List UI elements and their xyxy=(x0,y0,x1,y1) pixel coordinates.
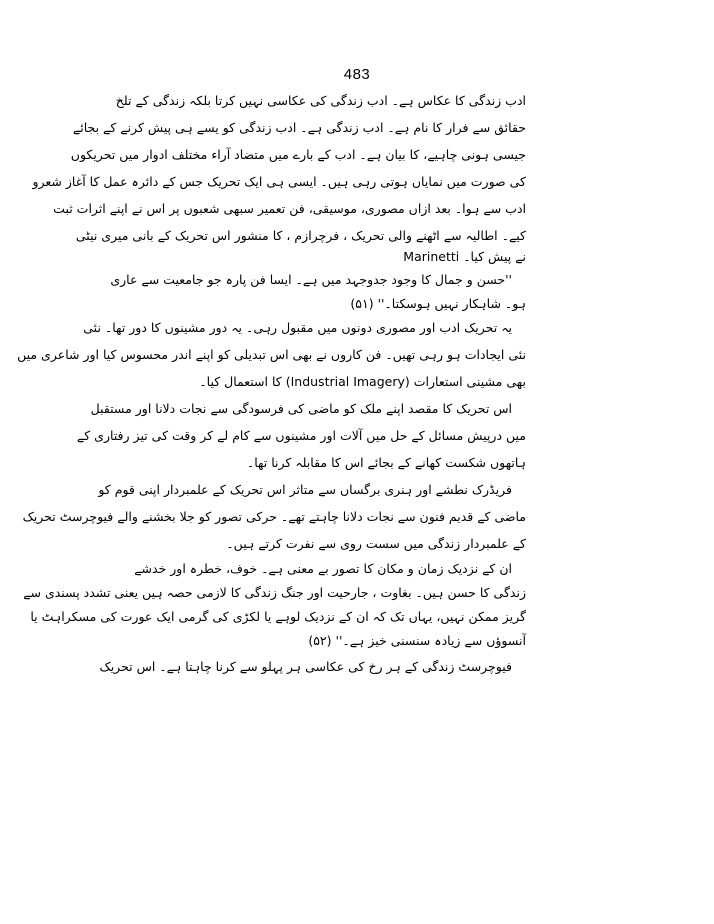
quote-line: ہو۔ شاہکار نہیں ہوسکتا۔'' (۵۱) xyxy=(350,296,526,311)
text-line: ماضی کے قدیم فنون سے نجات دلانا چاہتے تھے۔ حرکی تصور کو جلا بخشنے والے فیوچرسٹ تحریک xyxy=(22,509,526,524)
quote-line: زندگی کا حسن ہیں۔ بغاوت ، جارحیت اور جنگ زندگی کا لازمی حصہ ہیں یعنی تشدد پسندی سے xyxy=(23,585,526,600)
text-line: کیے۔ اطالیہ سے اٹھنے والی تحریک ، فرچرازم ، کا منشور اس تحریک کے بانی میری نیٹی xyxy=(75,228,526,243)
page-number: 483 xyxy=(343,66,371,83)
text-line: حقائق سے فرار کا نام ہے۔ ادب زندگی ہے۔ ادب زندگی کو یسے ہی پیش کرنے کے بجائے xyxy=(72,120,526,135)
text-line: نئی ایجادات ہو رہی تھیں۔ فن کاروں نے بھی اس تبدیلی کو اپنے اندر محسوس کیا اور شاعری میں xyxy=(17,347,526,362)
text-line: میں درپیش مسائل کے حل میں آلات اور مشینوں سے کام لے کر وقت کی تیز رفتاری کے xyxy=(76,428,526,443)
text-line: جیسی ہونی چاہیے، کا بیان ہے۔ ادب کے بارے میں متضاد آراء مختلف ادوار میں تحریکوں xyxy=(70,147,526,162)
text-line: فیوچرسٹ زندگی کے ہر رخ کی عکاسی ہر پہلو سے کرنا چاہتا ہے۔ اس تحریک xyxy=(99,659,512,674)
text-line: ہاتھوں شکست کھانے کے بجائے اس کا مقابلہ کرنا تھا۔ xyxy=(246,455,526,470)
text-line: بھی مشینی استعارات (Industrial Imagery) کا استعمال کیا۔ xyxy=(199,374,526,389)
text-line: کے علمبردار زندگی میں سست روی سے نفرت کرتے ہیں۔ xyxy=(226,536,526,551)
text-line: Marinetti نے پیش کیا۔ xyxy=(403,249,526,264)
quote-line: ان کے نزدیک زمان و مکان کا تصور بے معنی ہے۔ خوف، خطرہ اور خدشے xyxy=(134,561,512,576)
text-line: ادب سے ہوا۔ بعد ازاں مصوری، موسیقی، فن تعمیر سبھی شعبوں پر اس نے اپنے اثرات ثبت xyxy=(53,201,526,216)
text-line: ادب زندگی کا عکاس ہے۔ ادب زندگی کی عکاسی نہیں کرتا بلکہ زندگی کے تلخ xyxy=(115,93,526,108)
text-line: اس تحریک کا مقصد اپنے ملک کو ماضی کی فرسودگی سے نجات دلانا اور مستقبل xyxy=(90,401,512,416)
quote-line: ''حسن و جمال کا وجود جدوجہد میں ہے۔ ایسا فن پارہ جو جامعیت سے عاری xyxy=(110,272,512,287)
quote-line: آنسوؤں سے زیادہ سنسنی خیز ہے۔'' (۵۲) xyxy=(308,633,526,648)
quote-line: گریز ممکن نہیں، یہاں تک کہ ان کے نزدیک لوہے یا لکڑی کی گرمی ایک عورت کی مسکراہٹ یا xyxy=(30,609,526,624)
text-line: فریڈرک نطشے اور ہنری برگساں سے متاثر اس تحریک کے علمبردار اپنی قوم کو xyxy=(98,482,512,497)
text-line: یہ تحریک ادب اور مصوری دونوں میں مقبول رہی۔ یہ دور مشینوں کا دور تھا۔ نئی xyxy=(83,320,512,335)
text-line: کی صورت میں نمایاں ہوتی رہی ہیں۔ ایسی ہی ایک تحریک جس کے دائرہ عمل کا آغاز شعرو xyxy=(32,174,526,189)
